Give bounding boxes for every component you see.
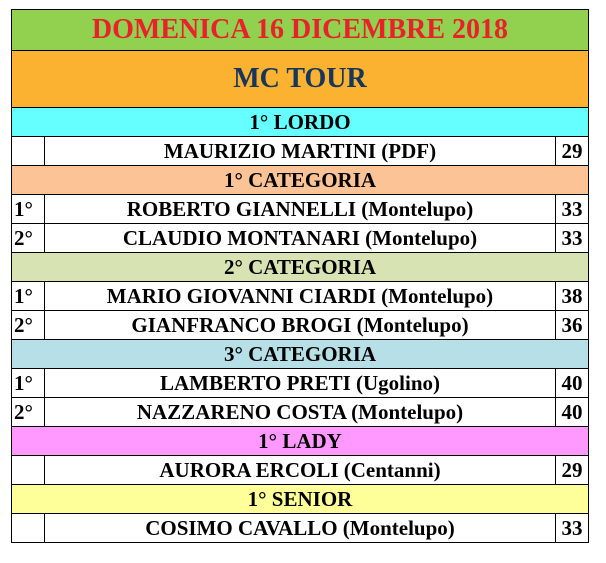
section-header-row	[12, 427, 589, 456]
player-name-cell: COSIMO CAVALLO (Montelupo)	[45, 514, 556, 543]
section-header-row	[12, 166, 589, 195]
result-row	[12, 514, 589, 543]
score-cell: 33	[556, 195, 589, 224]
section-header-row	[12, 108, 589, 137]
result-row	[12, 195, 589, 224]
player-name-cell: NAZZARENO COSTA (Montelupo)	[45, 398, 556, 427]
player-name-cell: CLAUDIO MONTANARI (Montelupo)	[45, 224, 556, 253]
result-row	[12, 369, 589, 398]
score-cell: 40	[556, 398, 589, 427]
section-heading: 2° CATEGORIA	[12, 253, 589, 282]
result-row	[12, 398, 589, 427]
result-row	[12, 224, 589, 253]
rank-cell: 2°	[12, 224, 45, 253]
section-heading: 1° SENIOR	[12, 485, 589, 514]
date-row	[12, 10, 589, 51]
section-heading: 1° LADY	[12, 427, 589, 456]
results-body	[12, 10, 589, 543]
rank-cell	[12, 456, 45, 485]
event-date: DOMENICA 16 DICEMBRE 2018	[12, 10, 589, 51]
result-row	[12, 137, 589, 166]
section-heading: 3° CATEGORIA	[12, 340, 589, 369]
player-name-cell: MAURIZIO MARTINI (PDF)	[45, 137, 556, 166]
score-cell: 38	[556, 282, 589, 311]
rank-cell	[12, 514, 45, 543]
result-row	[12, 311, 589, 340]
score-cell: 33	[556, 224, 589, 253]
score-cell: 33	[556, 514, 589, 543]
section-header-row	[12, 253, 589, 282]
score-cell: 29	[556, 456, 589, 485]
player-name-cell: MARIO GIOVANNI CIARDI (Montelupo)	[45, 282, 556, 311]
rank-cell: 1°	[12, 195, 45, 224]
results-table	[11, 9, 589, 543]
result-row	[12, 282, 589, 311]
player-name-cell: GIANFRANCO BROGI (Montelupo)	[45, 311, 556, 340]
result-row	[12, 456, 589, 485]
section-header-row	[12, 485, 589, 514]
rank-cell: 1°	[12, 282, 45, 311]
rank-cell: 2°	[12, 311, 45, 340]
score-cell: 36	[556, 311, 589, 340]
title-row	[12, 51, 589, 108]
player-name-cell: LAMBERTO PRETI (Ugolino)	[45, 369, 556, 398]
section-header-row	[12, 340, 589, 369]
score-cell: 29	[556, 137, 589, 166]
player-name-cell: AURORA ERCOLI (Centanni)	[45, 456, 556, 485]
rank-cell: 1°	[12, 369, 45, 398]
rank-cell	[12, 137, 45, 166]
section-heading: 1° CATEGORIA	[12, 166, 589, 195]
rank-cell: 2°	[12, 398, 45, 427]
section-heading: 1° LORDO	[12, 108, 589, 137]
score-cell: 40	[556, 369, 589, 398]
tour-title: MC TOUR	[12, 51, 589, 108]
player-name-cell: ROBERTO GIANNELLI (Montelupo)	[45, 195, 556, 224]
